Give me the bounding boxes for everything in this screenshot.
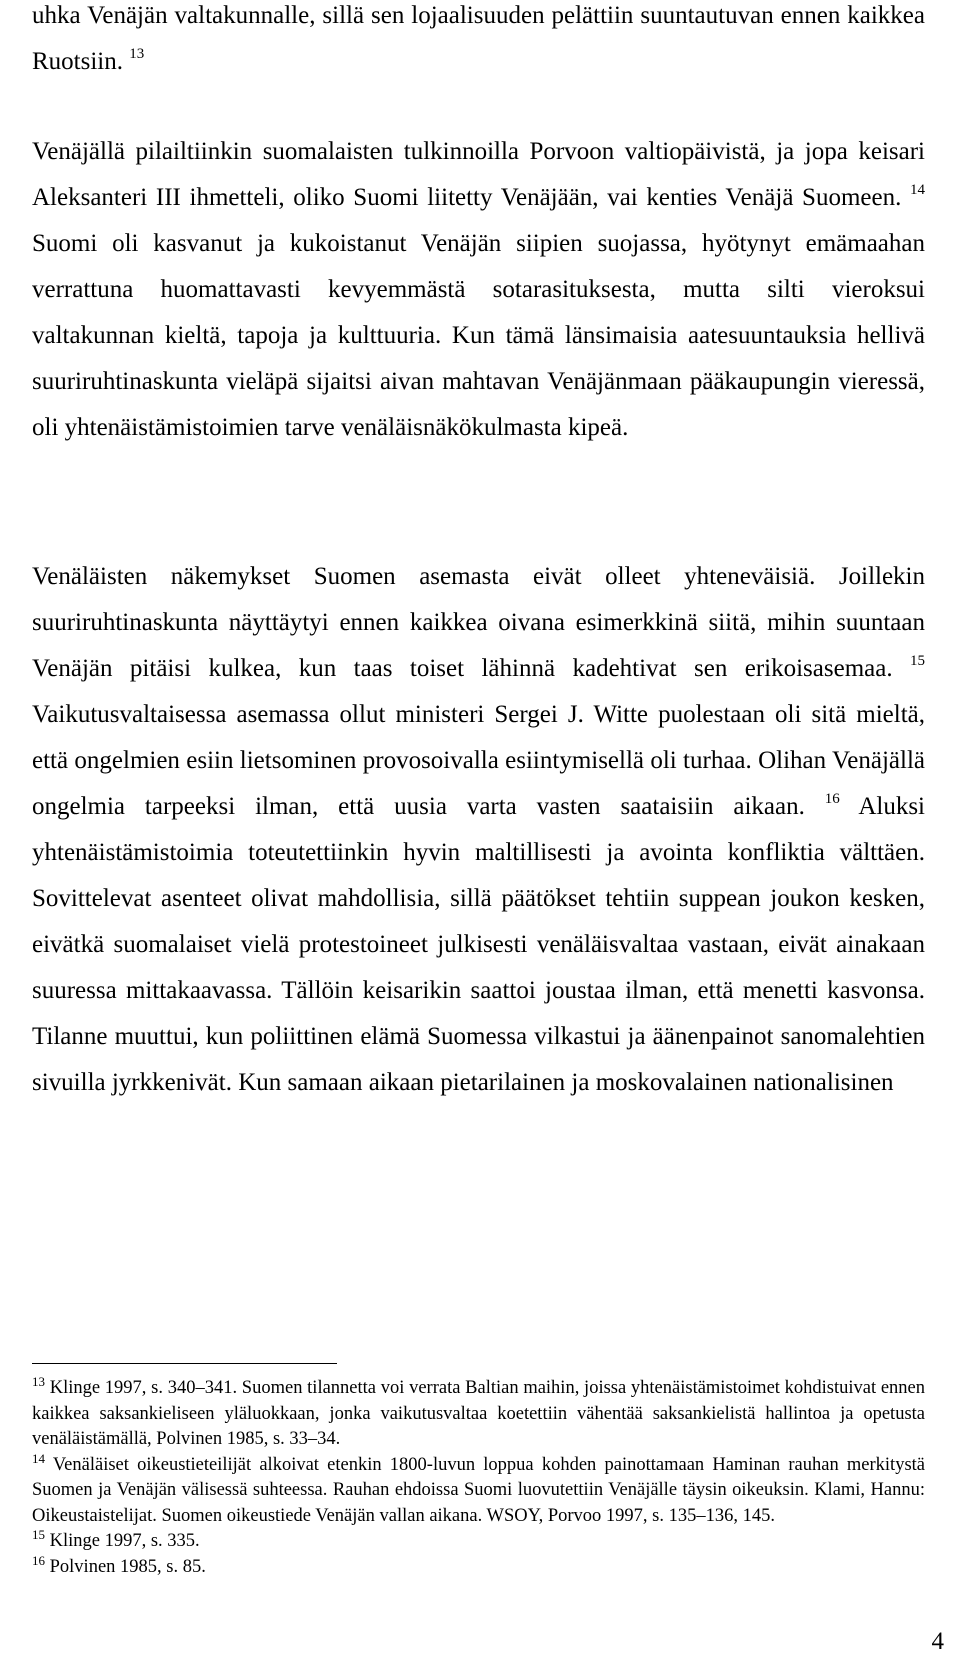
- footnote-ref-16: 16: [824, 791, 840, 807]
- footnote-15: [32, 1529, 925, 1555]
- footnote-13: [32, 1376, 925, 1453]
- footnote-number: 15: [32, 1527, 45, 1542]
- footnote-16: [32, 1552, 925, 1581]
- paragraph-text: Suomi oli kasvanut ja kukoistanut Venäjän siipien suojassa, hyötynyt emämaahan verrattuna huomattavasti kevyemmästä sotarasituksesta, mutta silti vieroksui valtakunnan kieltä, tapoja ja kulttuuria. Kun tämä länsimaisia aatesuuntauksia hellivä suuriruhtinaskunta vieläpä sijaitsi aivan mahtavan Venäjänmaan pääkaupungin vieressä, oli yhtenäistämistoimien tarve venäläisnäkökulmasta kipeä.: [32, 230, 925, 441]
- body-paragraph-1: [32, 0, 925, 85]
- paragraph-text: Venäläisten näkemykset Suomen asemasta eivät olleet yhteneväisiä. Joillekin suuriruhtinaskunta näyttäytyi ennen kaikkea oivana esimerkkinä siitä, mihin suuntaan Venäjän pitäisi kulkea, kun taas toiset lähinnä kadehtivat sen erikoisasemaa.: [32, 563, 925, 682]
- body-paragraph-3: [32, 554, 925, 1106]
- paragraph-text: Aluksi yhtenäistämistoimia toteutettiinkin hyvin maltillisesti ja avointa konfliktia välttäen. Sovittelevat asenteet olivat mahdollisia, sillä päätökset tehtiin suppean joukon kesken, eivätkä suomalaiset vielä protestoineet julkisesti venäläisvaltaa vastaan, eivät ainakaan suuressa mittakaavassa. Tällöin keisarikin saattoi joustaa ilman, että menetti kasvonsa. Tilanne muuttui, kun poliittinen elämä Suomessa vilkastui ja äänenpainot sanomalehtien sivuilla jyrkkenivät. Kun samaan aikaan pietarilainen ja moskovalainen nationalisinen: [32, 793, 925, 1096]
- footnote-number: 14: [32, 1450, 45, 1466]
- paragraph-text: Venäjällä pilailtiinkin suomalaisten tulkinnoilla Porvoon valtiopäivistä, ja jopa keisari Aleksanteri III ihmetteli, oliko Suomi liitetty Venäjään, vai kenties Venäjä Suomeen.: [32, 138, 925, 211]
- footnote-ref-13: 13: [129, 46, 145, 62]
- page-number: 4: [931, 1628, 944, 1655]
- paragraph-text: uhka Venäjän valtakunnalle, sillä sen lojaalisuuden pelättiin suuntautuvan ennen kaikkea Ruotsiin.: [32, 2, 925, 75]
- footnote-text: Venäläiset oikeustieteilijät alkoivat etenkin 1800-luvun loppua kohden painottamaan Haminan rauhan merkitystä Suomen ja Venäjän välisessä suhteessa. Rauhan ehdoissa Suomi luovutettiin Venäjälle täysin oikeuksin. Klami, Hannu: Oikeustaistelijat. Suomen oikeustiede Venäjän vallan aikana. WSOY, Porvoo 1997, s. 135–136, 145.: [32, 1454, 925, 1526]
- footnote-separator: [32, 1363, 337, 1364]
- footnote-14: [32, 1450, 925, 1530]
- footnote-text: Polvinen 1985, s. 85.: [49, 1556, 206, 1577]
- paragraph-text: Vaikutusvaltaisessa asemassa ollut ministeri Sergei J. Witte puolestaan oli sitä mieltä, että ongelmien esiin lietsominen provosoivalla esiintymisellä oli turhaa. Olihan Venäjällä ongelmia tarpeeksi ilman, että uusia varta vasten saataisiin aikaan.: [32, 701, 925, 820]
- footnote-number: 16: [32, 1552, 45, 1568]
- footnotes: [32, 1376, 925, 1580]
- footnote-ref-14: 14: [910, 182, 926, 198]
- footnote-text: Klinge 1997, s. 340–341. Suomen tilannetta voi verrata Baltian maihin, joissa yhtenäistämistoimet kohdistuivat ennen kaikkea saksankieliseen yläluokkaan, jonka vaikutusvaltaa koetettiin vähentää saksankielistä hallintoa ja opetusta venäläistämällä, Polvinen 1985, s. 33–34.: [32, 1378, 926, 1449]
- footnote-number: 13: [32, 1374, 45, 1389]
- body-paragraph-2: [32, 129, 925, 451]
- footnote-text: Klinge 1997, s. 335.: [49, 1531, 200, 1551]
- footnote-ref-15: 15: [910, 653, 925, 669]
